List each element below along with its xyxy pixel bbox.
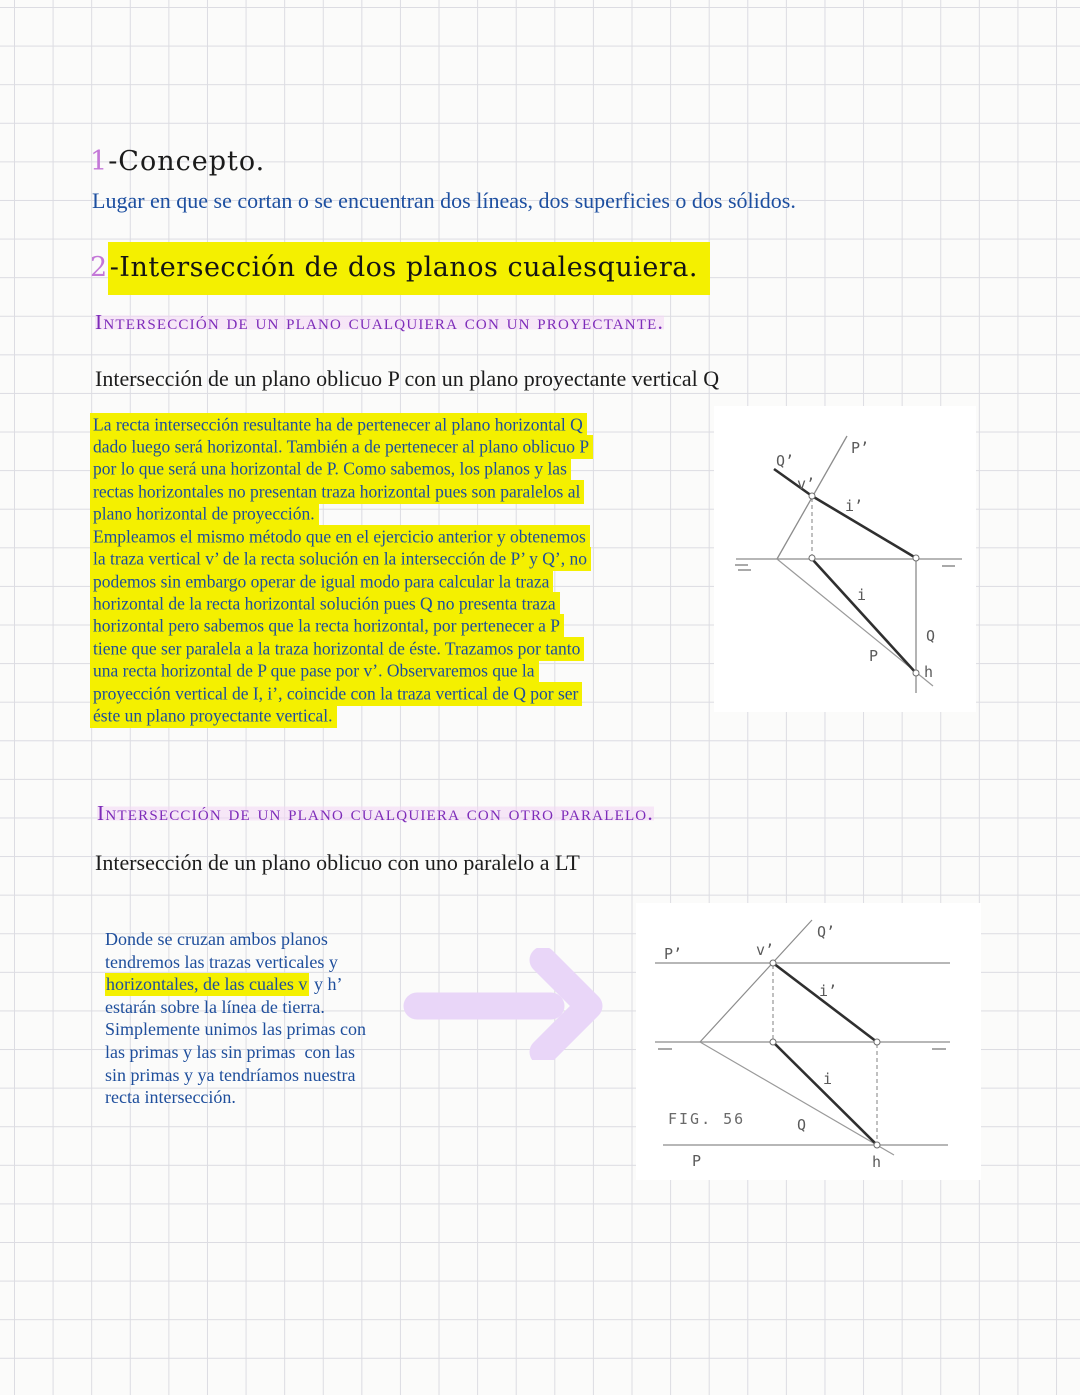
paragraph-line: éste un plano proyectante vertical.: [90, 706, 593, 728]
paragraph-line: horizontal de la recta horizontal solución pues Q no presenta traza: [90, 594, 593, 616]
paragraph-line: horizontales, de las cuales v y h’: [106, 974, 343, 995]
point-v-prime: [770, 960, 776, 966]
paralelo-paragraph: [105, 929, 366, 1110]
paragraph-line: horizontal pero sabemos que la recta horizontal, por pertenecer a P: [90, 616, 593, 638]
figure-proyectante-diagram: [714, 406, 976, 712]
point-v-prime: [809, 493, 815, 499]
subsection-proyectante-subtitle: Intersección de un plano oblicuo P con un plano proyectante vertical Q: [95, 366, 720, 391]
paragraph-line: podemos sin embargo operar de igual modo para calcular la traza: [90, 571, 593, 593]
point-h-prime: [874, 1039, 880, 1045]
label-h: h: [872, 1153, 882, 1171]
label-i-prime: i’: [845, 497, 864, 515]
label-q-prime: Q’: [817, 923, 836, 941]
label-q-prime: Q’: [776, 452, 795, 470]
figure-paralelo-diagram: [636, 903, 981, 1180]
paragraph-line: tiene que ser paralela a la traza horizontal de éste. Trazamos por tanto: [90, 638, 593, 660]
section-1-title: -Concepto.: [108, 146, 266, 177]
paragraph-line: Empleamos el mismo método que en el ejercicio anterior y obtenemos: [90, 526, 593, 548]
trace-q-line: [700, 1042, 894, 1155]
proyectante-paragraph: [90, 414, 593, 728]
paragraph-line: la traza vertical v’ de la recta solución en la intersección de P’ y Q’, no: [90, 549, 593, 571]
paragraph-line: Donde se cruzan ambos planos: [105, 929, 328, 949]
paragraph-line: dado luego será horizontal. También a de pertenecer al plano oblicuo P: [90, 436, 593, 458]
paragraph-line: proyección vertical de I, i’, coincide con la traza vertical de Q por ser: [90, 683, 593, 705]
paragraph-line: las primas y las sin primas con las: [105, 1041, 355, 1062]
label-v-prime: v’: [797, 475, 816, 493]
paragraph-line: plano horizontal de proyección.: [90, 504, 593, 526]
label-p: P: [869, 647, 879, 665]
label-p: P: [692, 1152, 702, 1170]
subsection-paralelo-heading: Intersección de un plano cualquiera con otro paralelo.: [97, 801, 654, 825]
label-h: h: [924, 663, 934, 681]
paragraph-line: La recta intersección resultante ha de pertenecer al plano horizontal Q: [90, 414, 593, 436]
intersection-i-prime-line: [812, 496, 916, 558]
paragraph-line: Simplemente unimos las primas con: [105, 1019, 366, 1040]
point-h-prime: [913, 555, 919, 561]
intersection-i-line: [813, 560, 916, 673]
label-i-prime: i’: [819, 982, 838, 1000]
paragraph-line: sin primas y ya tendríamos nuestra: [105, 1064, 356, 1085]
concept-definition-text: Lugar en que se cortan o se encuentran dos líneas, dos superficies o dos sólidos.: [92, 188, 796, 213]
point-h: [874, 1142, 880, 1148]
subsection-proyectante-heading: Intersección de un plano cualquiera con un proyectante.: [95, 310, 665, 334]
section-1-heading: [90, 146, 265, 177]
label-q: Q: [797, 1116, 807, 1134]
label-p-prime: P’: [664, 945, 683, 963]
label-p-prime: P’: [851, 439, 870, 457]
paragraph-line: recta intersección.: [105, 1087, 236, 1108]
paragraph-line: rectas horizontales no presentan traza horizontal pues son paralelos al: [90, 481, 593, 503]
figure-paralelo-svg: [636, 903, 981, 1180]
arrow-right-icon: [403, 948, 603, 1060]
paragraph-line: por lo que será una horizontal de P. Como sabemos, los planos y las: [90, 459, 593, 481]
figure-caption: FIG. 56: [668, 1110, 746, 1128]
paragraph-line: estarán sobre la línea de tierra.: [105, 996, 325, 1017]
figure-proyectante-svg: [714, 406, 976, 712]
label-q: Q: [926, 627, 936, 645]
label-i: i: [857, 586, 867, 604]
intersection-i-prime-line: [773, 963, 877, 1042]
highlighted-phrase: horizontales, de las cuales v: [106, 974, 308, 995]
subsection-paralelo-subtitle: Intersección de un plano oblicuo con uno paralelo a LT: [95, 850, 580, 875]
point-v: [809, 555, 815, 561]
section-2-title: -Intersección de dos planos cualesquiera.: [108, 242, 710, 295]
section-1-number: 1: [90, 146, 109, 177]
label-i: i: [823, 1070, 833, 1088]
label-v-prime: v’: [756, 941, 775, 959]
section-2-heading: [90, 252, 710, 283]
point-h: [913, 670, 919, 676]
paragraph-line: tendremos las trazas verticales y: [105, 951, 338, 972]
section-2-number: 2: [90, 252, 108, 283]
point-v: [770, 1039, 776, 1045]
paragraph-line: una recta horizontal de P que pase por v’. Observaremos que la: [90, 661, 593, 683]
arrow-right-svg: [403, 948, 603, 1060]
